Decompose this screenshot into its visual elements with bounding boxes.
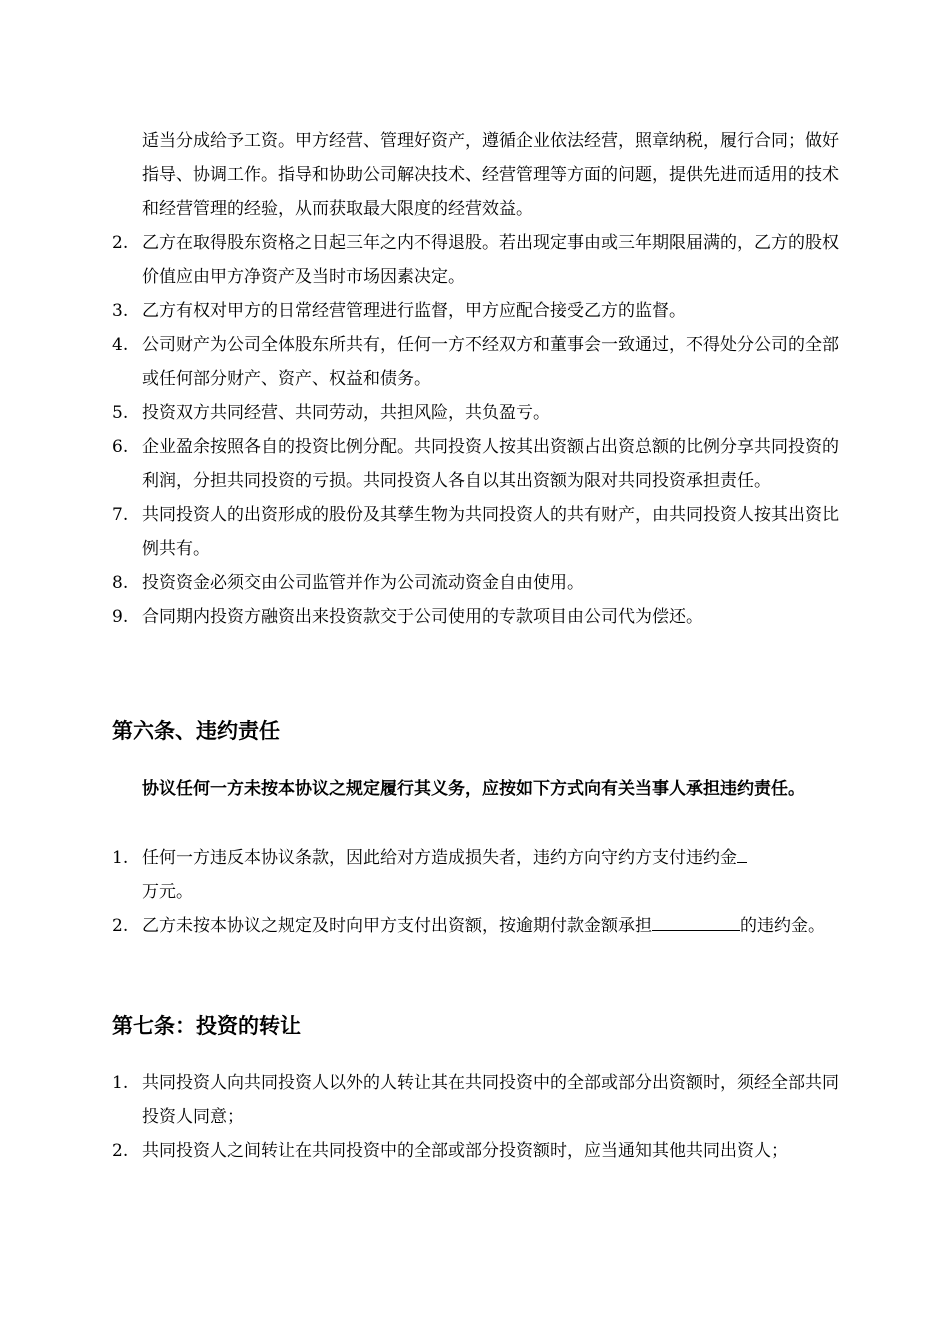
fill-in-blank <box>737 844 747 863</box>
item-text: 投资资金必须交由公司监管并作为公司流动资金自由使用。 <box>142 573 584 593</box>
item-number: 6. <box>112 437 129 457</box>
item-number: 2. <box>112 1141 129 1161</box>
item-text: 乙方有权对甲方的日常经营管理进行监督，甲方应配合接受乙方的监督。 <box>142 301 686 321</box>
item-text: 投资双方共同经营、共同劳动，共担风险，共负盈亏。 <box>142 403 550 423</box>
item-number: 1. <box>112 848 129 868</box>
list-item <box>112 498 842 566</box>
list-item <box>112 430 842 498</box>
item-text-after: 万元。 <box>142 882 193 902</box>
fill-in-blank <box>652 912 740 931</box>
item-text: 企业盈余按照各自的投资比例分配。共同投资人按其出资额占出资总额的比例分享共同投资的利润，分担共同投资的亏损。共同投资人各自以其出资额为限对共同投资承担责任。 <box>142 437 839 491</box>
list-item <box>112 226 842 294</box>
list-item <box>112 294 842 328</box>
item-text: 共同投资人之间转让在共同投资中的全部或部分投资额时，应当通知其他共同出资人； <box>142 1141 788 1161</box>
list-item <box>112 1134 842 1168</box>
section6-list <box>112 841 842 943</box>
item-number: 2. <box>112 233 129 253</box>
section7-list <box>112 1066 842 1168</box>
list-item <box>112 1066 842 1134</box>
item-text: 公司财产为公司全体股东所共有，任何一方不经双方和董事会一致通过，不得处分公司的全部或任何部分财产、资产、权益和债务。 <box>142 335 839 389</box>
item-number: 9. <box>112 607 129 627</box>
section7-heading: 第七条：投资的转让 <box>112 1013 301 1038</box>
item-text: 乙方在取得股东资格之日起三年之内不得退股。若出现定事由或三年期限届满的，乙方的股权价值应由甲方净资产及当时市场因素决定。 <box>142 233 839 287</box>
list-item <box>112 841 842 909</box>
item-number: 8. <box>112 573 129 593</box>
item-number: 1. <box>112 1073 129 1093</box>
item-text <box>142 909 842 943</box>
section6-intro: 协议任何一方未按本协议之规定履行其义务，应按如下方式向有关当事人承担违约责任。 <box>142 779 805 799</box>
item-text-before: 任何一方违反本协议条款，因此给对方造成损失者，违约方向守约方支付违约金 <box>142 848 737 868</box>
item-text <box>142 841 842 909</box>
item-text-after: 的违约金。 <box>740 916 825 936</box>
item-text: 共同投资人的出资形成的股份及其孳生物为共同投资人的共有财产，由共同投资人按其出资比例共有。 <box>142 505 839 559</box>
list-item <box>112 566 842 600</box>
list-item <box>112 600 842 634</box>
item-number: 4. <box>112 335 129 355</box>
item-text: 共同投资人向共同投资人以外的人转让其在共同投资中的全部或部分出资额时，须经全部共同投资人同意； <box>142 1073 839 1127</box>
continuation-paragraph: 适当分成给予工资。甲方经营、管理好资产，遵循企业依法经营，照章纳税，履行合同；做好指导、协调工作。指导和协助公司解决技术、经营管理等方面的问题，提供先进而适用的技术和经营管理的经验，从而获取最大限度的经营效益。 <box>142 131 839 219</box>
section5-list <box>112 226 842 634</box>
section6-heading: 第六条、违约责任 <box>112 718 280 743</box>
list-item <box>112 909 842 943</box>
item-number: 2. <box>112 916 129 936</box>
list-item <box>112 328 842 396</box>
item-number: 3. <box>112 301 129 321</box>
item-text-before: 乙方未按本协议之规定及时向甲方支付出资额，按逾期付款金额承担 <box>142 916 652 936</box>
list-item <box>112 396 842 430</box>
item-number: 5. <box>112 403 129 423</box>
item-text: 合同期内投资方融资出来投资款交于公司使用的专款项目由公司代为偿还。 <box>142 607 703 627</box>
item-number: 7. <box>112 505 129 525</box>
